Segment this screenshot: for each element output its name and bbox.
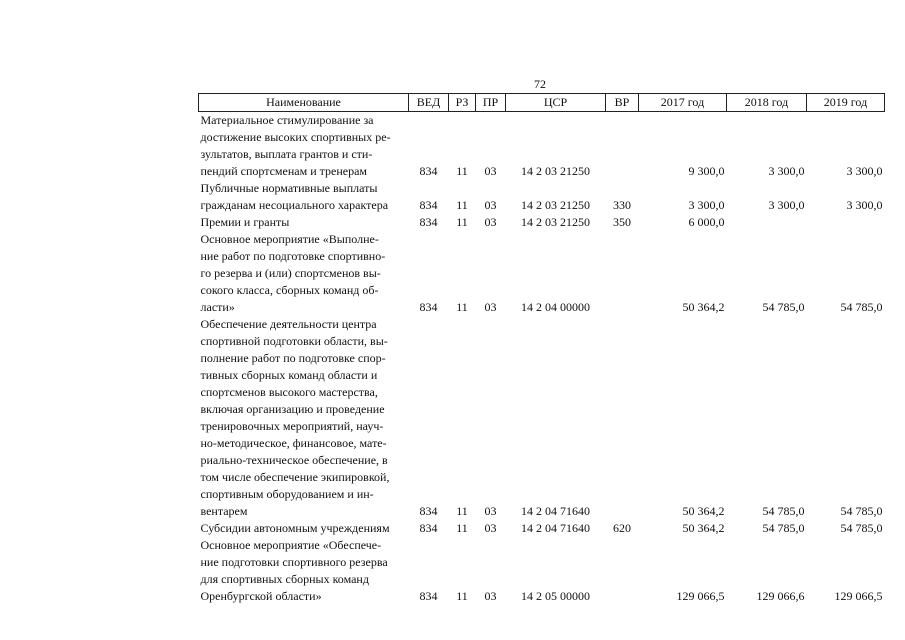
cell-2019: 54 785,0 bbox=[840, 504, 883, 518]
header-pr: ПР bbox=[476, 94, 506, 112]
cell-csr: 14 2 04 71640 bbox=[521, 504, 590, 518]
cell-vr: 350 bbox=[613, 215, 631, 229]
cell-ved: 834 bbox=[419, 198, 438, 212]
cell-pr: 03 bbox=[484, 300, 497, 314]
cell-pr: 03 bbox=[484, 198, 497, 212]
header-name: Наименование bbox=[199, 94, 409, 112]
table-row bbox=[199, 214, 885, 231]
table-row bbox=[199, 180, 885, 214]
cell-2019: 3 300,0 bbox=[846, 198, 883, 212]
cell-2017: 6 000,0 bbox=[688, 215, 725, 229]
cell-vr bbox=[606, 112, 639, 181]
name-line: ласти» bbox=[200, 300, 235, 314]
cell-rz: 11 bbox=[456, 215, 468, 229]
cell-ved: 834 bbox=[419, 589, 438, 603]
name-line: тивных сборных команд области и bbox=[200, 368, 378, 382]
header-row bbox=[199, 94, 885, 112]
table-header bbox=[199, 94, 885, 112]
cell-ved: 834 bbox=[419, 521, 438, 535]
cell-ved: 834 bbox=[419, 300, 438, 314]
name-line: спортсменов высокого мастерства, bbox=[200, 385, 378, 399]
cell-2017: 9 300,0 bbox=[688, 164, 725, 178]
name-line: тренировочных мероприятий, науч- bbox=[200, 419, 384, 433]
cell-name bbox=[199, 112, 409, 181]
name-line: ние подготовки спортивного резерва bbox=[200, 555, 388, 569]
cell-vr bbox=[606, 316, 639, 520]
name-line: но-методическое, финансовое, мате- bbox=[200, 436, 387, 450]
cell-2018 bbox=[727, 214, 807, 231]
name-line: Основное мероприятие «Выполне- bbox=[200, 232, 379, 246]
name-line: гражданам несоциального характера bbox=[200, 198, 389, 212]
cell-pr: 03 bbox=[484, 164, 497, 178]
cell-name bbox=[199, 537, 409, 605]
cell-name bbox=[199, 231, 409, 316]
name-line: для спортивных сборных команд bbox=[200, 572, 369, 586]
header-2018: 2018 год bbox=[727, 94, 807, 112]
cell-csr: 14 2 04 00000 bbox=[521, 300, 590, 314]
cell-csr: 14 2 03 21250 bbox=[521, 215, 590, 229]
name-line: достижение высоких спортивных ре- bbox=[200, 130, 391, 144]
cell-2019: 54 785,0 bbox=[840, 521, 883, 535]
cell-csr: 14 2 03 21250 bbox=[521, 198, 590, 212]
name-line: риально-техническое обеспечение, в bbox=[200, 453, 388, 467]
table-body bbox=[199, 112, 885, 606]
name-line: том числе обеспечение экипировкой, bbox=[200, 470, 390, 484]
cell-rz: 11 bbox=[456, 300, 468, 314]
name-line: вентарем bbox=[200, 504, 248, 518]
name-line: Субсидии автономным учреждениям bbox=[200, 521, 390, 535]
name-line: Публичные нормативные выплаты bbox=[200, 181, 378, 195]
cell-2017: 50 364,2 bbox=[682, 504, 725, 518]
name-line: ние работ по подготовке спортивно- bbox=[200, 249, 386, 263]
budget-table bbox=[198, 93, 885, 605]
name-line: го резерва и (или) спортсменов вы- bbox=[200, 266, 381, 280]
table-row bbox=[199, 231, 885, 316]
header-vr: ВР bbox=[606, 94, 639, 112]
cell-csr: 14 2 03 21250 bbox=[521, 164, 590, 178]
name-line: спортивной подготовки области, вы- bbox=[200, 334, 388, 348]
name-line: включая организацию и проведение bbox=[200, 402, 385, 416]
cell-2017: 50 364,2 bbox=[682, 300, 725, 314]
cell-2017: 3 300,0 bbox=[688, 198, 725, 212]
cell-2018: 54 785,0 bbox=[762, 521, 805, 535]
cell-pr: 03 bbox=[484, 504, 497, 518]
cell-2018: 129 066,6 bbox=[756, 589, 805, 603]
cell-csr: 14 2 04 71640 bbox=[521, 521, 590, 535]
cell-vr: 330 bbox=[613, 198, 631, 212]
header-2019: 2019 год bbox=[807, 94, 885, 112]
name-line: Обеспечение деятельности центра bbox=[200, 317, 377, 331]
cell-name bbox=[199, 180, 409, 214]
cell-2019: 3 300,0 bbox=[846, 164, 883, 178]
name-line: спортивным оборудованием и ин- bbox=[200, 487, 374, 501]
cell-vr bbox=[606, 231, 639, 316]
cell-2017: 50 364,2 bbox=[682, 521, 725, 535]
name-line: Премии и гранты bbox=[200, 215, 290, 229]
cell-rz: 11 bbox=[456, 164, 468, 178]
cell-rz: 11 bbox=[456, 198, 468, 212]
cell-pr: 03 bbox=[484, 589, 497, 603]
cell-rz: 11 bbox=[456, 504, 468, 518]
name-line: Основное мероприятие «Обеспече- bbox=[200, 538, 382, 552]
name-line: полнение работ по подготовке спор- bbox=[200, 351, 386, 365]
name-line: зультатов, выплата грантов и сти- bbox=[200, 147, 373, 161]
cell-pr: 03 bbox=[484, 215, 497, 229]
table-row bbox=[199, 112, 885, 181]
name-line: Материальное стимулирование за bbox=[200, 113, 374, 127]
cell-rz: 11 bbox=[456, 521, 468, 535]
cell-pr: 03 bbox=[484, 521, 497, 535]
cell-rz: 11 bbox=[456, 589, 468, 603]
cell-2017: 129 066,5 bbox=[676, 589, 725, 603]
table-row bbox=[199, 537, 885, 605]
header-2017: 2017 год bbox=[639, 94, 727, 112]
header-rz: РЗ bbox=[449, 94, 476, 112]
cell-2018: 54 785,0 bbox=[762, 504, 805, 518]
cell-2018: 3 300,0 bbox=[768, 198, 805, 212]
cell-2019 bbox=[807, 214, 885, 231]
cell-vr: 620 bbox=[613, 521, 631, 535]
page-number: 72 bbox=[534, 77, 546, 91]
cell-2019: 54 785,0 bbox=[840, 300, 883, 314]
table-row bbox=[199, 316, 885, 520]
table-row bbox=[199, 520, 885, 537]
name-line: сокого класса, сборных команд об- bbox=[200, 283, 379, 297]
cell-2018: 3 300,0 bbox=[768, 164, 805, 178]
cell-vr bbox=[606, 537, 639, 605]
cell-ved: 834 bbox=[419, 504, 438, 518]
cell-name bbox=[199, 316, 409, 520]
cell-name bbox=[199, 214, 409, 231]
name-line: пендий спортсменам и тренерам bbox=[200, 164, 367, 178]
name-line: Оренбургской области» bbox=[200, 589, 322, 603]
cell-2019: 129 066,5 bbox=[834, 589, 883, 603]
cell-name bbox=[199, 520, 409, 537]
cell-ved: 834 bbox=[419, 164, 438, 178]
cell-csr: 14 2 05 00000 bbox=[521, 589, 590, 603]
cell-2018: 54 785,0 bbox=[762, 300, 805, 314]
header-ved: ВЕД bbox=[409, 94, 449, 112]
header-csr: ЦСР bbox=[506, 94, 606, 112]
cell-ved: 834 bbox=[419, 215, 438, 229]
